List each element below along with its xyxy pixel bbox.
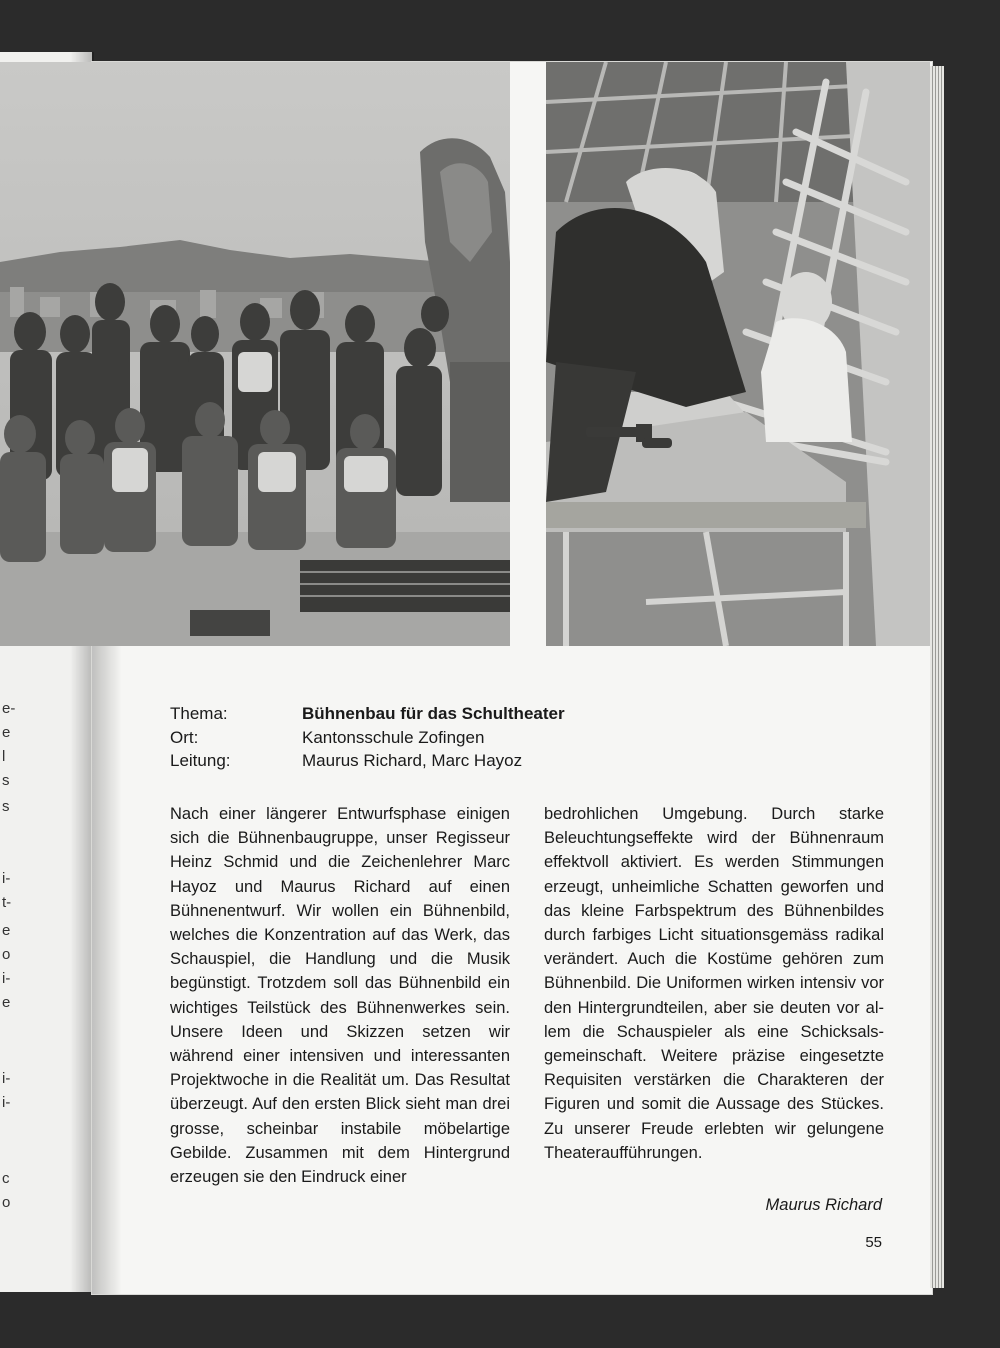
fragment: c — [2, 1170, 10, 1187]
fragment: o — [2, 1194, 11, 1211]
fragment: e — [2, 724, 11, 741]
fragment: i- — [2, 970, 11, 987]
ort-label: Ort: — [170, 727, 199, 747]
author-signature: Maurus Richard — [765, 1196, 882, 1214]
thema-label: Thema: — [170, 704, 228, 723]
fragment: e — [2, 922, 11, 939]
fragment: t- — [2, 894, 12, 911]
fragment: s — [2, 772, 10, 789]
leitung-label: Leitung: — [170, 751, 231, 770]
fragment: i- — [2, 1094, 11, 1111]
leitung-value: Maurus Richard, Marc Hayoz — [302, 751, 523, 770]
thema-value: Bühnenbau für das Schultheater — [302, 704, 565, 723]
fragment: s — [2, 798, 10, 815]
fragment: o — [2, 946, 11, 963]
article-paragraph-right: bedrohlichen Umgebung. Durch starke Beleuchtungseffekte wird der Bühnenraum effektvoll aktiviert. Es werden Stimmungen erzeugt, unheimliche Schatten geworfen und das kleine Farbspektrum des Bühnenbildes durch farbiges Licht situationsgemäss radikal verändert. Auch die Kostüme gehören zum Bühnenbild. Die Uniformen wirken intensiv vor den Hintergrundteilen, aber sie deuten vor allem die Schauspieler als eine Schicksalsgemeinschaft. Weitere präzise eingesetzte Requisiten verstärken die Charakteren der Figuren und somit die Aussage des Stückes. Zu unserer Freude erlebten wir gelungene Theateraufführungen. — [544, 805, 884, 1162]
fragment: e — [2, 994, 11, 1011]
stage-building-photo — [546, 62, 930, 646]
stage-building-photo-image — [546, 62, 930, 646]
fragment: i- — [2, 1070, 11, 1087]
page-edges — [930, 66, 944, 1288]
group-photo-image — [0, 62, 510, 646]
fragment: e- — [2, 700, 16, 717]
article-column-right — [544, 802, 884, 1165]
fragment: i- — [2, 870, 11, 887]
group-photo — [0, 62, 510, 646]
article-paragraph-left: Nach einer längerer Entwurfsphase einigen sich die Bühnenbaugruppe, unser Regisseur Heinz Schmid und die Zeichenlehrer Marc Hayoz und Maurus Richard auf einen Bühnenentwurf. Wir wollen ein Bühnenbild, welches die Konzentration auf das Werk, das Schauspiel, die Handlung und die Musik begünstigt. Trotzdem soll das Bühnenbild ein wichtiges Teilstück des Bühnenwerkes sein. Unsere Ideen und Skizzen setzen wir während einer intensiven und interessanten Projektwoche in die Realität um. Das Resultat überzeugt. Auf den ersten Blick sieht man drei grosse, scheinbar instabile möbelartige Gebilde. Zusammen mit dem Hintergrund erzeugen sie den Eindruck einer — [170, 805, 510, 1187]
ort-value: Kantonsschule Zofingen — [302, 727, 485, 747]
fragment: l — [2, 748, 6, 765]
article-column-left — [170, 802, 510, 1189]
page-number: 55 — [865, 1234, 882, 1251]
